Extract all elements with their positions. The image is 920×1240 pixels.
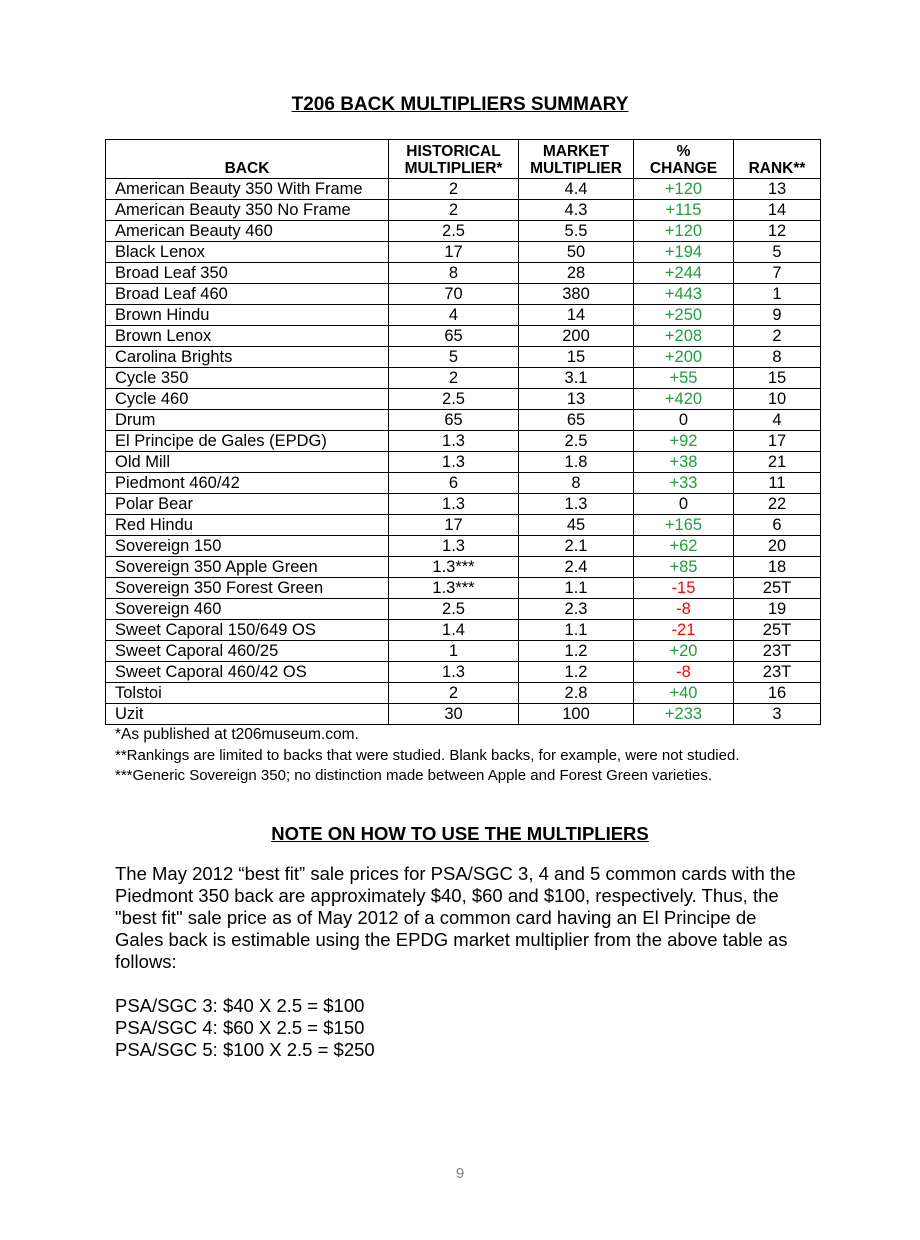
cell-historical-multiplier: 2	[389, 683, 519, 704]
cell-market-multiplier: 2.8	[519, 683, 634, 704]
header-back: BACK	[106, 140, 389, 179]
cell-percent-change: +250	[634, 305, 734, 326]
table-row	[106, 389, 821, 410]
cell-rank: 2	[734, 326, 821, 347]
cell-historical-multiplier: 1.3	[389, 452, 519, 473]
cell-rank: 16	[734, 683, 821, 704]
cell-historical-multiplier: 1.3	[389, 536, 519, 557]
cell-back: Tolstoi	[106, 683, 389, 704]
cell-back: Brown Lenox	[106, 326, 389, 347]
table-row	[106, 557, 821, 578]
title-text: T206 BACK MULTIPLIERS SUMMARY	[291, 94, 629, 115]
cell-back: American Beauty 460	[106, 221, 389, 242]
cell-rank: 9	[734, 305, 821, 326]
cell-market-multiplier: 4.4	[519, 179, 634, 200]
cell-percent-change: 0	[634, 494, 734, 515]
table-row	[106, 704, 821, 725]
cell-rank: 11	[734, 473, 821, 494]
cell-percent-change: +55	[634, 368, 734, 389]
cell-historical-multiplier: 2	[389, 200, 519, 221]
cell-rank: 8	[734, 347, 821, 368]
note-heading: NOTE ON HOW TO USE THE MULTIPLIERS	[271, 823, 649, 844]
cell-historical-multiplier: 1.3	[389, 662, 519, 683]
cell-back: Old Mill	[106, 452, 389, 473]
table-row	[106, 284, 821, 305]
cell-historical-multiplier: 4	[389, 305, 519, 326]
table-row	[106, 662, 821, 683]
cell-back: Sovereign 150	[106, 536, 389, 557]
footnote-1: *As published at t206museum.com.	[115, 726, 359, 743]
cell-percent-change: +443	[634, 284, 734, 305]
cell-rank: 18	[734, 557, 821, 578]
cell-percent-change: +420	[634, 389, 734, 410]
cell-market-multiplier: 2.4	[519, 557, 634, 578]
cell-historical-multiplier: 2	[389, 179, 519, 200]
cell-rank: 25T	[734, 578, 821, 599]
table-row	[106, 515, 821, 536]
table-row	[106, 683, 821, 704]
cell-historical-multiplier: 1.3***	[389, 557, 519, 578]
cell-percent-change: +33	[634, 473, 734, 494]
multipliers-table	[105, 139, 821, 725]
cell-back: American Beauty 350 No Frame	[106, 200, 389, 221]
cell-rank: 25T	[734, 620, 821, 641]
table-row	[106, 452, 821, 473]
cell-percent-change: +200	[634, 347, 734, 368]
table-header-row	[106, 140, 821, 179]
cell-historical-multiplier: 1.3	[389, 494, 519, 515]
table-row	[106, 200, 821, 221]
table-row	[106, 620, 821, 641]
cell-back: Sovereign 350 Forest Green	[106, 578, 389, 599]
cell-percent-change: +38	[634, 452, 734, 473]
cell-rank: 7	[734, 263, 821, 284]
cell-historical-multiplier: 65	[389, 326, 519, 347]
cell-market-multiplier: 28	[519, 263, 634, 284]
cell-rank: 6	[734, 515, 821, 536]
header-rank: RANK**	[734, 140, 821, 179]
cell-market-multiplier: 50	[519, 242, 634, 263]
cell-back: Drum	[106, 410, 389, 431]
cell-rank: 15	[734, 368, 821, 389]
cell-rank: 21	[734, 452, 821, 473]
footnotes	[115, 725, 740, 787]
cell-rank: 20	[734, 536, 821, 557]
page-title	[0, 94, 920, 116]
table-row	[106, 179, 821, 200]
cell-rank: 22	[734, 494, 821, 515]
cell-market-multiplier: 2.1	[519, 536, 634, 557]
cell-rank: 1	[734, 284, 821, 305]
cell-historical-multiplier: 17	[389, 242, 519, 263]
table-row	[106, 578, 821, 599]
calculation-line: PSA/SGC 4: $60 X 2.5 = $150	[115, 1017, 365, 1038]
footnote-3: ***Generic Sovereign 350; no distinction made between Apple and Forest Green varieties.	[115, 767, 713, 784]
cell-back: Polar Bear	[106, 494, 389, 515]
cell-percent-change: 0	[634, 410, 734, 431]
footnote-2: **Rankings are limited to backs that were studied. Blank backs, for example, were not studied.	[115, 746, 740, 764]
table-row	[106, 368, 821, 389]
cell-market-multiplier: 380	[519, 284, 634, 305]
cell-back: Black Lenox	[106, 242, 389, 263]
cell-back: Sweet Caporal 460/42 OS	[106, 662, 389, 683]
cell-historical-multiplier: 2.5	[389, 221, 519, 242]
cell-historical-multiplier: 2.5	[389, 389, 519, 410]
table-row	[106, 494, 821, 515]
table-row	[106, 326, 821, 347]
cell-market-multiplier: 8	[519, 473, 634, 494]
cell-rank: 19	[734, 599, 821, 620]
cell-back: Sweet Caporal 150/649 OS	[106, 620, 389, 641]
cell-percent-change: +244	[634, 263, 734, 284]
cell-market-multiplier: 200	[519, 326, 634, 347]
cell-market-multiplier: 3.1	[519, 368, 634, 389]
table-row	[106, 599, 821, 620]
calculation-line: PSA/SGC 5: $100 X 2.5 = $250	[115, 1039, 375, 1060]
cell-rank: 12	[734, 221, 821, 242]
cell-rank: 23T	[734, 641, 821, 662]
cell-back: Sovereign 350 Apple Green	[106, 557, 389, 578]
cell-market-multiplier: 15	[519, 347, 634, 368]
table-row	[106, 641, 821, 662]
cell-historical-multiplier: 1.3	[389, 431, 519, 452]
cell-percent-change: +20	[634, 641, 734, 662]
note-paragraph: The May 2012 “best fit” sale prices for PSA/SGC 3, 4 and 5 common cards with the Piedmont 350 back are approximately $40, $60 and $100, respectively. Thus, the "best fit" sale price as of May 2012 of a common card having an El Principe de Gales back is estimable using the EPDG market multiplier from the above table as follows:	[115, 863, 796, 972]
cell-historical-multiplier: 30	[389, 704, 519, 725]
table-body	[106, 179, 821, 725]
cell-percent-change: +115	[634, 200, 734, 221]
cell-back: Carolina Brights	[106, 347, 389, 368]
table-row	[106, 431, 821, 452]
cell-historical-multiplier: 1	[389, 641, 519, 662]
cell-back: Piedmont 460/42	[106, 473, 389, 494]
cell-rank: 17	[734, 431, 821, 452]
cell-back: El Principe de Gales (EPDG)	[106, 431, 389, 452]
cell-market-multiplier: 4.3	[519, 200, 634, 221]
cell-percent-change: -8	[634, 662, 734, 683]
cell-rank: 4	[734, 410, 821, 431]
cell-historical-multiplier: 1.4	[389, 620, 519, 641]
table-row	[106, 305, 821, 326]
table-row	[106, 263, 821, 284]
cell-market-multiplier: 2.5	[519, 431, 634, 452]
cell-historical-multiplier: 5	[389, 347, 519, 368]
cell-percent-change: +208	[634, 326, 734, 347]
cell-percent-change: +85	[634, 557, 734, 578]
cell-percent-change: +165	[634, 515, 734, 536]
cell-historical-multiplier: 8	[389, 263, 519, 284]
cell-percent-change: -15	[634, 578, 734, 599]
cell-market-multiplier: 1.1	[519, 578, 634, 599]
cell-market-multiplier: 1.2	[519, 662, 634, 683]
cell-market-multiplier: 5.5	[519, 221, 634, 242]
cell-rank: 5	[734, 242, 821, 263]
cell-rank: 3	[734, 704, 821, 725]
cell-historical-multiplier: 1.3***	[389, 578, 519, 599]
table-row	[106, 473, 821, 494]
cell-market-multiplier: 45	[519, 515, 634, 536]
cell-percent-change: +62	[634, 536, 734, 557]
cell-back: Brown Hindu	[106, 305, 389, 326]
cell-percent-change: +40	[634, 683, 734, 704]
cell-historical-multiplier: 65	[389, 410, 519, 431]
cell-historical-multiplier: 2.5	[389, 599, 519, 620]
table-row	[106, 536, 821, 557]
header-market-multiplier: MARKET MULTIPLIER	[519, 140, 634, 179]
cell-rank: 14	[734, 200, 821, 221]
cell-rank: 13	[734, 179, 821, 200]
cell-percent-change: -21	[634, 620, 734, 641]
cell-historical-multiplier: 17	[389, 515, 519, 536]
cell-percent-change: +92	[634, 431, 734, 452]
cell-rank: 10	[734, 389, 821, 410]
cell-back: Cycle 350	[106, 368, 389, 389]
cell-market-multiplier: 1.3	[519, 494, 634, 515]
cell-rank: 23T	[734, 662, 821, 683]
cell-historical-multiplier: 70	[389, 284, 519, 305]
cell-back: Sovereign 460	[106, 599, 389, 620]
cell-back: Red Hindu	[106, 515, 389, 536]
cell-market-multiplier: 2.3	[519, 599, 634, 620]
table-row	[106, 242, 821, 263]
cell-percent-change: +233	[634, 704, 734, 725]
calculations	[115, 995, 375, 1061]
cell-percent-change: +194	[634, 242, 734, 263]
cell-back: Broad Leaf 350	[106, 263, 389, 284]
header-percent-change: % CHANGE	[634, 140, 734, 179]
cell-back: American Beauty 350 With Frame	[106, 179, 389, 200]
header-historical-multiplier: HISTORICAL MULTIPLIER*	[389, 140, 519, 179]
cell-market-multiplier: 1.2	[519, 641, 634, 662]
cell-historical-multiplier: 2	[389, 368, 519, 389]
cell-back: Sweet Caporal 460/25	[106, 641, 389, 662]
cell-historical-multiplier: 6	[389, 473, 519, 494]
cell-market-multiplier: 100	[519, 704, 634, 725]
cell-back: Cycle 460	[106, 389, 389, 410]
cell-market-multiplier: 1.1	[519, 620, 634, 641]
cell-market-multiplier: 1.8	[519, 452, 634, 473]
cell-percent-change: -8	[634, 599, 734, 620]
cell-percent-change: +120	[634, 221, 734, 242]
table-row	[106, 410, 821, 431]
cell-market-multiplier: 13	[519, 389, 634, 410]
calculation-line: PSA/SGC 3: $40 X 2.5 = $100	[115, 995, 365, 1016]
cell-back: Uzit	[106, 704, 389, 725]
cell-market-multiplier: 65	[519, 410, 634, 431]
table-row	[106, 221, 821, 242]
table-row	[106, 347, 821, 368]
cell-percent-change: +120	[634, 179, 734, 200]
cell-back: Broad Leaf 460	[106, 284, 389, 305]
cell-market-multiplier: 14	[519, 305, 634, 326]
page-number: 9	[455, 1165, 465, 1182]
